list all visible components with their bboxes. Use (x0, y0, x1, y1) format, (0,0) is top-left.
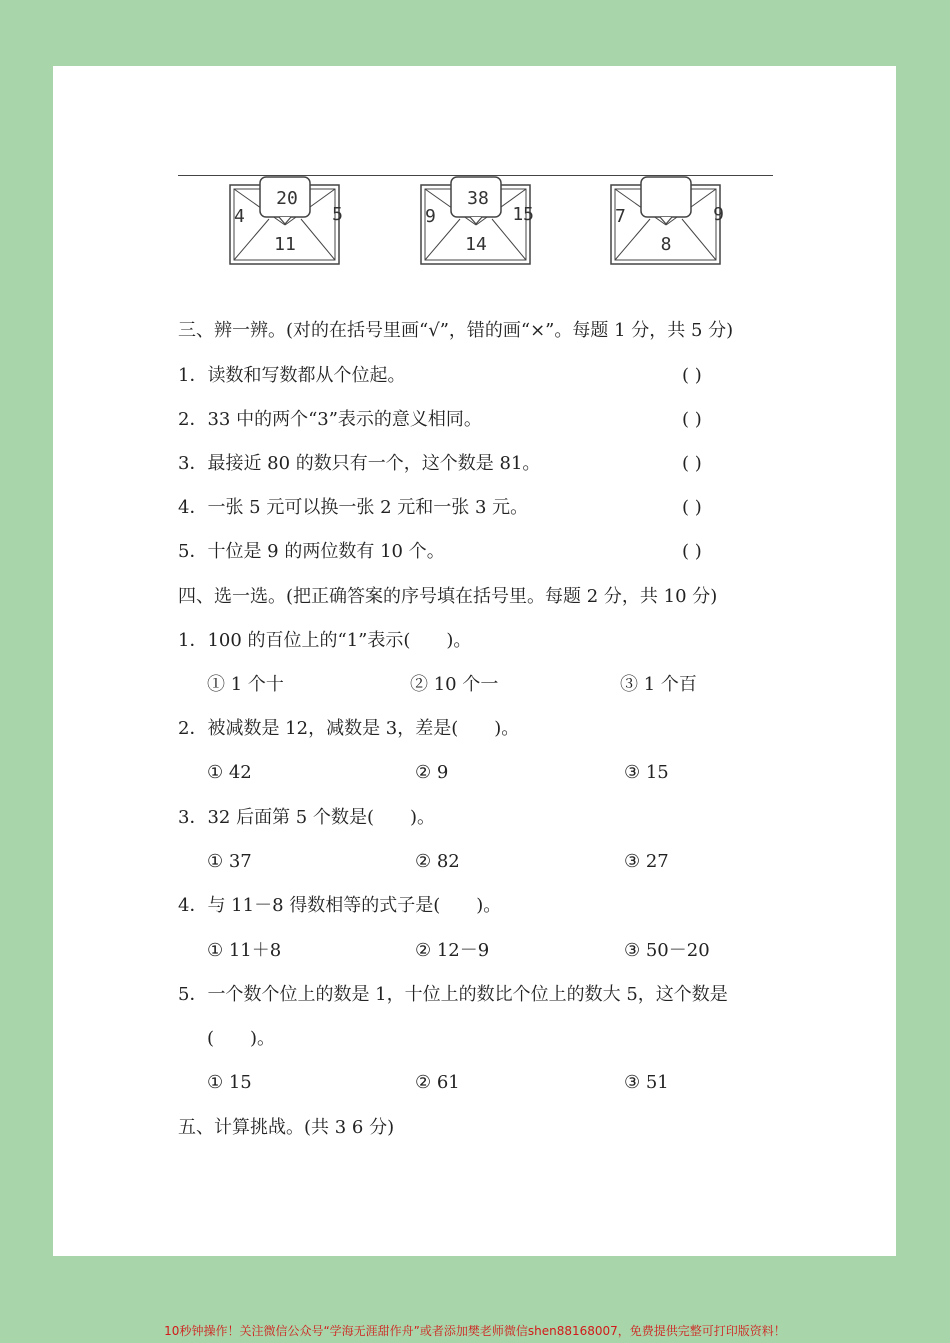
choice-question-5-continuation: ( )。 (207, 1028, 276, 1049)
answer-bracket-4[interactable]: ( ) (682, 497, 702, 518)
envelope-right-number: 15 (512, 204, 534, 225)
choice-option: ① 1 个十 (207, 674, 284, 695)
envelope-bottom-number: 8 (660, 234, 672, 255)
choice-option: ① 15 (207, 1072, 252, 1093)
judge-item-3: 3．最接近 80 的数只有一个，这个数是 81。 (178, 453, 541, 474)
envelope-left-number: 7 (615, 206, 626, 227)
answer-bracket-2[interactable]: ( ) (682, 409, 702, 430)
choice-question-2: 2．被减数是 12，减数是 3，差是( )。 (178, 718, 520, 739)
footer-promo-text: 10秒钟操作！关注微信公众号“学海无涯甜作舟”或者添加樊老师微信shen88168007，免费提供完整可打印版资料！ (164, 1324, 786, 1338)
choice-option: ② 82 (415, 851, 460, 872)
hanging-line (178, 175, 773, 176)
section5-title: 五、计算挑战。(共 3 6 分) (178, 1117, 395, 1138)
answer-bracket-3[interactable]: ( ) (682, 453, 702, 474)
choice-option: ② 12－9 (415, 940, 490, 961)
envelope-bottom-number: 14 (465, 234, 487, 255)
envelope-left-number: 9 (425, 206, 436, 227)
choice-option: ② 10 个一 (410, 674, 499, 695)
choice-option: ① 37 (207, 851, 252, 872)
answer-bracket-1[interactable]: ( ) (682, 365, 702, 386)
answer-bracket-5[interactable]: ( ) (682, 541, 702, 562)
choice-option: ③ 51 (624, 1072, 669, 1093)
choice-option: ① 42 (207, 762, 252, 783)
judge-item-5: 5．十位是 9 的两位数有 10 个。 (178, 541, 445, 562)
section4-title: 四、选一选。(把正确答案的序号填在括号里。每题 2 分，共 10 分) (178, 586, 718, 607)
choice-option: ② 61 (415, 1072, 460, 1093)
choice-option: ③ 50－20 (624, 940, 710, 961)
choice-option: ③ 1 个百 (620, 674, 697, 695)
choice-question-3: 3．32 后面第 5 个数是( )。 (178, 807, 436, 828)
envelope-top-number: 20 (276, 188, 298, 209)
envelope-1 (229, 177, 341, 267)
section3-title: 三、辨一辨。(对的在括号里画“√”，错的画“×”。每题 1 分，共 5 分) (178, 320, 734, 341)
envelope-2 (420, 177, 532, 267)
judge-item-2: 2．33 中的两个“3”表示的意义相同。 (178, 409, 482, 430)
envelope-3 (610, 177, 722, 267)
choice-question-4: 4．与 11－8 得数相等的式子是( )。 (178, 895, 502, 916)
choice-option: ③ 27 (624, 851, 669, 872)
envelope-right-number: 9 (713, 204, 724, 225)
envelope-bottom-number: 11 (274, 234, 296, 255)
judge-item-1: 1．读数和写数都从个位起。 (178, 365, 406, 386)
choice-question-1: 1．100 的百位上的“1”表示( )。 (178, 630, 472, 651)
choice-option: ① 11＋8 (207, 940, 282, 961)
choice-option: ② 9 (415, 762, 449, 783)
envelope-left-number: 4 (234, 206, 245, 227)
envelope-right-number: 5 (332, 204, 343, 225)
choice-option: ③ 15 (624, 762, 669, 783)
judge-item-4: 4．一张 5 元可以换一张 2 元和一张 3 元。 (178, 497, 529, 518)
envelope-top-number: 38 (467, 188, 489, 209)
choice-question-5: 5．一个数个位上的数是 1，十位上的数比个位上的数大 5，这个数是 (178, 984, 728, 1005)
